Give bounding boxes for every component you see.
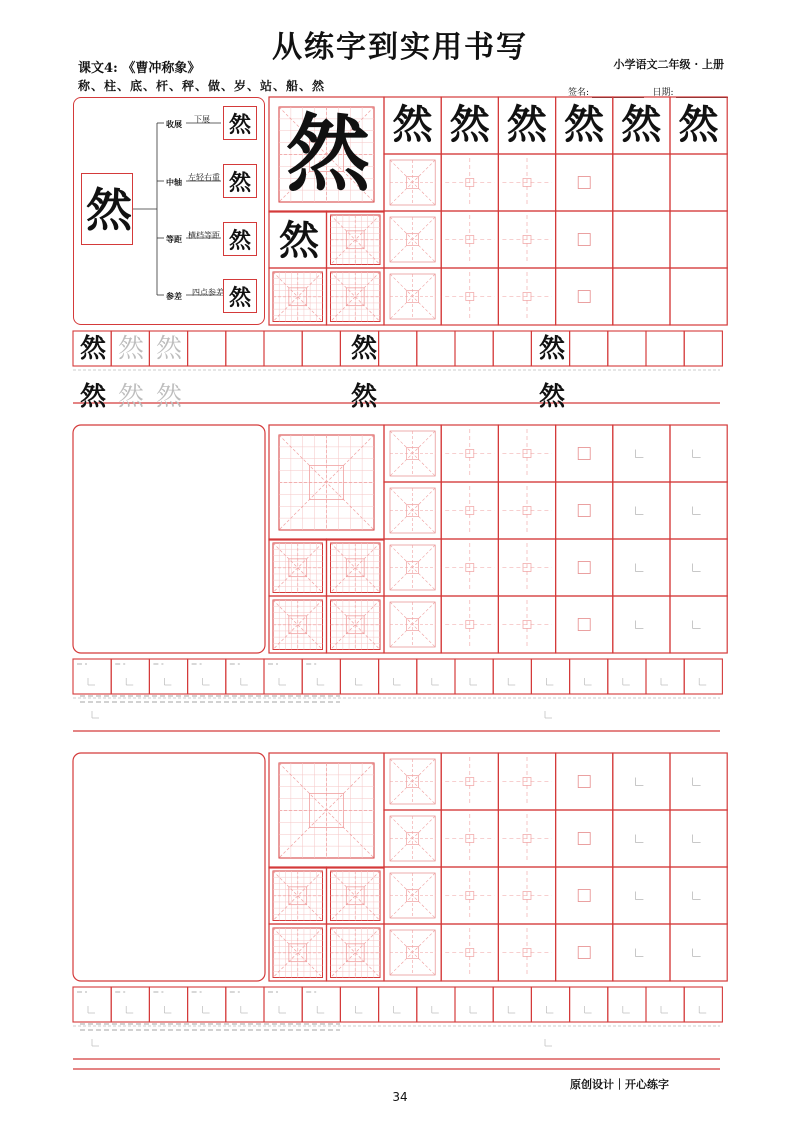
tree-tip-1: 下展 xyxy=(194,115,210,124)
line-model-char: 然 xyxy=(350,382,377,412)
center-box xyxy=(578,234,590,246)
practice-cell xyxy=(613,425,670,482)
practice-cell xyxy=(556,425,613,482)
notes-panel xyxy=(73,425,265,653)
practice-cell xyxy=(613,596,670,653)
practice-cell xyxy=(670,753,727,810)
practice-cell xyxy=(670,539,727,596)
strip-cell xyxy=(340,987,378,1022)
practice-cell xyxy=(556,154,613,211)
practice-cell xyxy=(670,154,727,211)
tree-label-4: 参差 xyxy=(166,292,182,301)
strip-cell xyxy=(455,659,493,694)
center-box xyxy=(578,505,590,517)
practice-cell xyxy=(670,596,727,653)
line-trace-char: 然 xyxy=(117,382,144,412)
tree-label-2: 中轴 xyxy=(166,178,182,187)
strip-cell xyxy=(493,987,531,1022)
tree-char-3: 然 xyxy=(223,222,257,256)
practice-cell xyxy=(613,211,670,268)
center-box xyxy=(578,833,590,845)
practice-cell xyxy=(670,211,727,268)
date-label: 日期: xyxy=(652,88,674,98)
practice-cell xyxy=(556,539,613,596)
model-char-row: 然 xyxy=(564,101,605,148)
practice-cell xyxy=(670,425,727,482)
strip-cell xyxy=(684,659,722,694)
practice-cell xyxy=(670,867,727,924)
practice-cell xyxy=(613,154,670,211)
model-char-row: 然 xyxy=(678,101,719,148)
strip-trace-char: 然 xyxy=(155,334,182,364)
strip-cell xyxy=(493,659,531,694)
center-box xyxy=(578,890,590,902)
grade-label: 小学语文二年级 · 上册 xyxy=(613,58,724,71)
strip-cell xyxy=(570,331,608,366)
notes-panel xyxy=(73,753,265,981)
tree-label-1: 收展 xyxy=(166,120,182,129)
practice-cell xyxy=(670,924,727,981)
tree-tip-4: 四点参差 xyxy=(192,288,224,297)
tree-char-1: 然 xyxy=(223,106,257,140)
sign-label: 签名: xyxy=(568,88,590,98)
practice-cell xyxy=(613,539,670,596)
center-box xyxy=(578,619,590,631)
model-char-row: 然 xyxy=(449,101,490,148)
strip-cell xyxy=(264,331,302,366)
model-char-row: 然 xyxy=(392,101,433,148)
strip-cell xyxy=(417,331,455,366)
line-trace-char: 然 xyxy=(155,382,182,412)
strip-cell xyxy=(417,987,455,1022)
line-model-char: 然 xyxy=(79,382,106,412)
analysis-main-char: 然 xyxy=(86,183,132,237)
tree-label-3: 等距 xyxy=(166,235,182,244)
practice-cell xyxy=(556,924,613,981)
tree-tip-2: 左轻右重 xyxy=(188,173,220,182)
practice-cell xyxy=(613,753,670,810)
strip-cell xyxy=(608,331,646,366)
strip-cell xyxy=(646,659,684,694)
tree-tip-3: 横档等距 xyxy=(188,231,220,240)
strip-cell xyxy=(302,331,340,366)
practice-cell xyxy=(556,810,613,867)
practice-cell xyxy=(613,482,670,539)
practice-cell xyxy=(670,268,727,325)
strip-cell xyxy=(455,331,493,366)
strip-cell xyxy=(608,987,646,1022)
strip-cell xyxy=(646,331,684,366)
center-box xyxy=(578,947,590,959)
strip-cell xyxy=(340,659,378,694)
center-box xyxy=(578,177,590,189)
center-box xyxy=(578,291,590,303)
strip-trace-char: 然 xyxy=(117,334,144,364)
strip-cell xyxy=(684,987,722,1022)
lesson-title: 课文4: 《曹冲称象》 xyxy=(78,61,201,76)
practice-cell xyxy=(613,810,670,867)
practice-cell xyxy=(556,482,613,539)
strip-model-char: 然 xyxy=(350,334,377,364)
strip-cell xyxy=(379,331,417,366)
center-box xyxy=(578,776,590,788)
page-title: 从练字到实用书写 xyxy=(272,30,528,65)
tree-char-4: 然 xyxy=(223,279,257,313)
character-list: 称、柱、底、杆、秤、做、岁、站、船、然 xyxy=(78,79,326,93)
strip-cell xyxy=(608,659,646,694)
practice-cell xyxy=(556,268,613,325)
practice-cell xyxy=(556,753,613,810)
strip-cell xyxy=(531,987,569,1022)
center-box xyxy=(578,448,590,460)
strip-model-char: 然 xyxy=(79,334,106,364)
strip-cell xyxy=(455,987,493,1022)
strip-cell xyxy=(684,331,722,366)
model-char-row: 然 xyxy=(621,101,662,148)
strip-cell xyxy=(379,659,417,694)
practice-cell xyxy=(670,810,727,867)
strip-cell xyxy=(188,331,226,366)
strip-cell xyxy=(531,659,569,694)
model-char-medium: 然 xyxy=(279,217,319,264)
practice-cell xyxy=(613,924,670,981)
page-number: 34 xyxy=(392,1090,408,1104)
tree-char-2: 然 xyxy=(223,164,257,198)
practice-cell xyxy=(613,867,670,924)
strip-cell xyxy=(570,659,608,694)
footer-brand: 原创设计｜开心练字 xyxy=(570,1078,669,1091)
strip-cell xyxy=(379,987,417,1022)
strip-cell xyxy=(226,331,264,366)
strip-cell xyxy=(570,987,608,1022)
line-model-char: 然 xyxy=(538,382,565,412)
practice-cell xyxy=(670,482,727,539)
practice-cell xyxy=(556,596,613,653)
center-box xyxy=(578,562,590,574)
practice-cell xyxy=(613,268,670,325)
model-char-row: 然 xyxy=(506,101,547,148)
practice-cell xyxy=(556,211,613,268)
strip-cell xyxy=(417,659,455,694)
strip-model-char: 然 xyxy=(538,334,565,364)
strip-cell xyxy=(493,331,531,366)
practice-cell xyxy=(556,867,613,924)
model-char-large: 然 xyxy=(285,104,370,203)
strip-cell xyxy=(646,987,684,1022)
